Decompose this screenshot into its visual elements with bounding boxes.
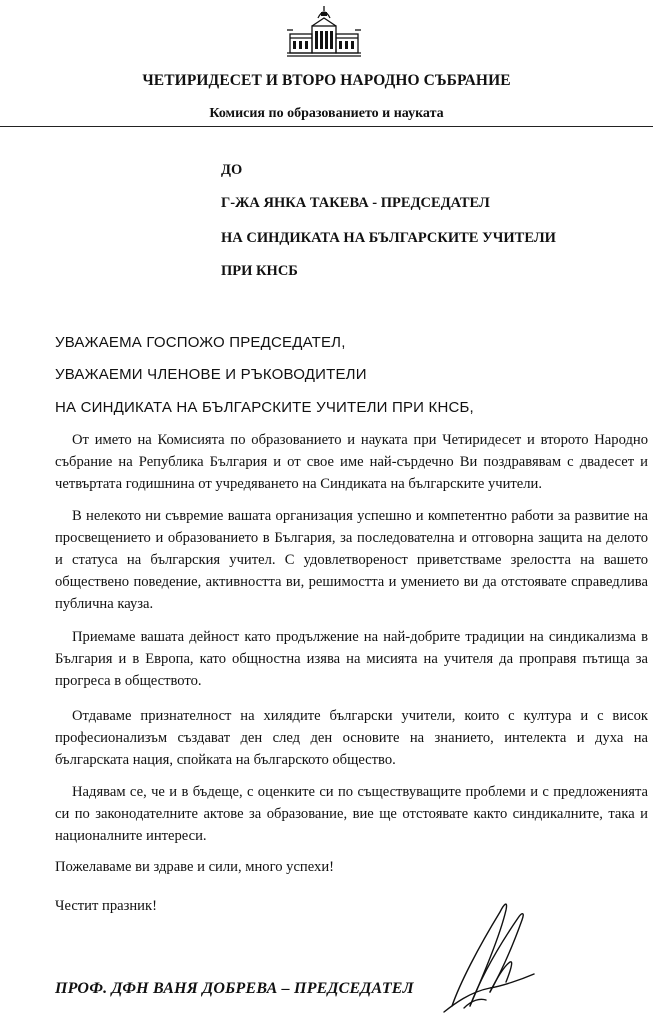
header-divider [0, 126, 653, 127]
committee-name: Комисия по образованието и науката [209, 106, 444, 121]
body-paragraph: В нелекото ни съвремие вашата организация успешно и компетентно работи за развитие на просвещението и образованието в България, за последователна и отговорна защита на делото и статуса на българския учител. С удовлетвореност приветстваме зрелостта на вашето обществено поведение, активността ви, решимостта и умението ви да отстоявате справедлива публична кауза. [55, 508, 648, 612]
addressee-line: ПРИ КНСБ [221, 263, 298, 279]
handwritten-signature [430, 888, 560, 1018]
addressee-line: НА СИНДИКАТА НА БЪЛГАРСКИТЕ УЧИТЕЛИ [221, 230, 556, 246]
body-paragraph: Приемаме вашата дейност като продължение на най-добрите традиции на синдикализма в България и в Европа, като общностна изява на мисията на учителя да проправя пътища за прогреса в обществото. [55, 629, 648, 689]
salutation-line: НА СИНДИКАТА НА БЪЛГАРСКИТЕ УЧИТЕЛИ ПРИ КНСБ, [55, 399, 474, 416]
body-paragraph: Надявам се, че и в бъдеще, с оценките си по съществуващите проблеми и с предложенията си по законодателните актове за образование, вие ще отстоявате както синдикалните, така и националните интереси. [55, 784, 648, 844]
addressee-line: Г-ЖА ЯНКА ТАКЕВА - ПРЕДСЕДАТЕЛ [221, 195, 490, 211]
signer-name: ПРОФ. ДФН ВАНЯ ДОБРЕВА – ПРЕДСЕДАТЕЛ [55, 980, 414, 997]
parliament-name: ЧЕТИРИДЕСЕТ И ВТОРО НАРОДНО СЪБРАНИЕ [142, 72, 511, 89]
salutation-line: УВАЖАЕМИ ЧЛЕНОВЕ И РЪКОВОДИТЕЛИ [55, 366, 367, 383]
addressee-to: ДО [221, 162, 243, 178]
body-paragraph: Отдаваме признателност на хилядите български учители, които с култура и с висок професионализъм създават ден след ден основите на знанието, интелекта и духа на българската нация, спойката на българското общество. [55, 708, 648, 768]
body-paragraph: От името на Комисията по образованието и науката при Четиридесет и второто Народно събрание на Република България и от свое име най-сърдечно Ви поздравявам с двадесет и четвъртата годишнина от учредяването на Синдиката на българските учители. [55, 432, 648, 492]
closing-wish: Пожелаваме ви здраве и сили, много успехи! [55, 859, 334, 875]
closing-congrats: Честит празник! [55, 898, 157, 914]
salutation-line: УВАЖАЕМА ГОСПОЖО ПРЕДСЕДАТЕЛ, [55, 334, 346, 351]
parliament-building-icon [285, 4, 363, 60]
